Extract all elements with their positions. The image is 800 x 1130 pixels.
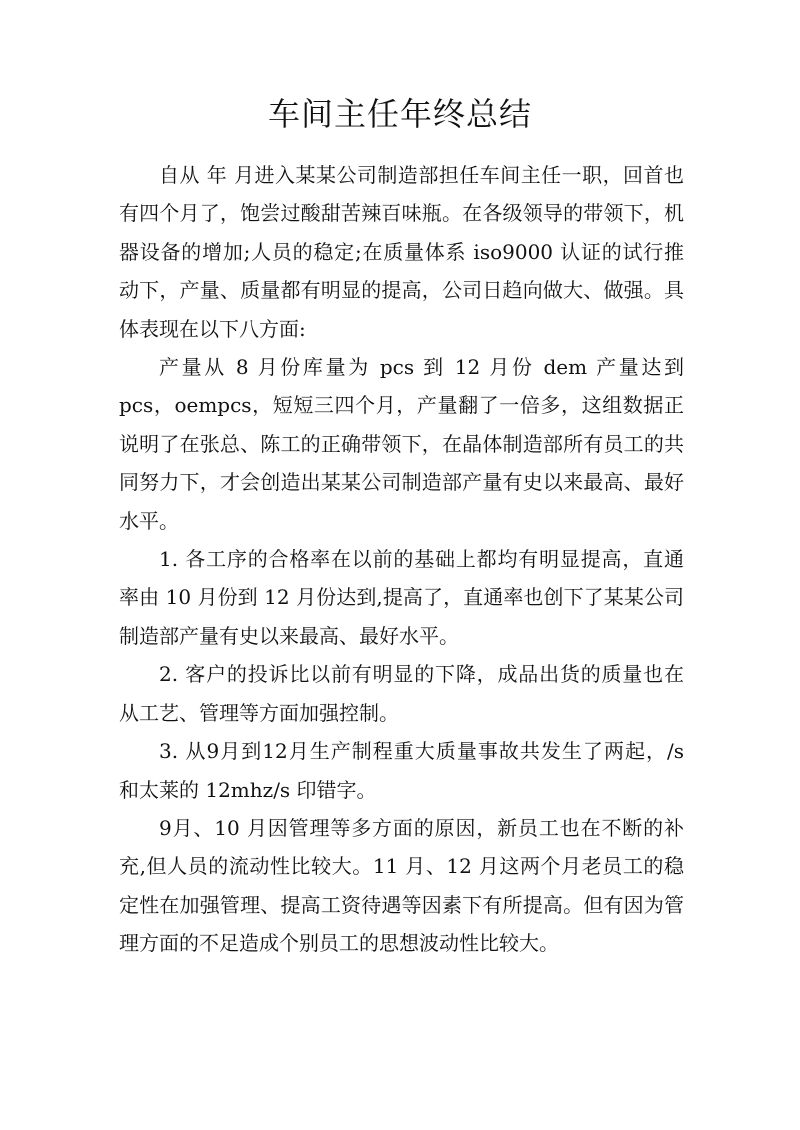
- document-body: [119, 156, 684, 963]
- paragraph-item-2: 2. 客户的投诉比以前有明显的下降，成品出货的质量也在从工艺、管理等方面加强控制。: [119, 662, 684, 725]
- paragraph-intro: 自从 年 月进入某某公司制造部担任车间主任一职，回首也有四个月了，饱尝过酸甜苦辣百味瓶。在各级领导的带领下，机器设备的增加;人员的稳定;在质量体系 iso9000 认证的试行推动下，产量、质量都有明显的提高，公司日趋向做大、做强。具体表现在以下八方面:: [119, 163, 684, 341]
- paragraph-item-3: 3. 从9月到12月生产制程重大质量事故共发生了两起，/s 和太莱的 12mhz/s 印错字。: [119, 739, 684, 802]
- document-title: 车间主任年终总结: [267, 95, 532, 133]
- paragraph-item-1: 1. 各工序的合格率在以前的基础上都均有明显提高，直通率由 10 月份到 12 月份达到,提高了，直通率也创下了某某公司制造部产量有史以来最高、最好水平。: [119, 547, 684, 648]
- paragraph-staffing: 9月、10 月因管理等多方面的原因，新员工也在不断的补充,但人员的流动性比较大。11 月、12 月这两个月老员工的稳定性在加强管理、提高工资待遇等因素下有所提高。但有因为管理方面的不足造成个别员工的思想波动性比较大。: [119, 815, 684, 956]
- paragraph-output: 产量从 8 月份库量为 pcs 到 12 月份 dem 产量达到 pcs，oempcs，短短三四个月，产量翻了一倍多，这组数据正说明了在张总、陈工的正确带领下，在晶体制造部所有员工的共同努力下，才会创造出某某公司制造部产量有史以来最高、最好水平。: [119, 355, 684, 533]
